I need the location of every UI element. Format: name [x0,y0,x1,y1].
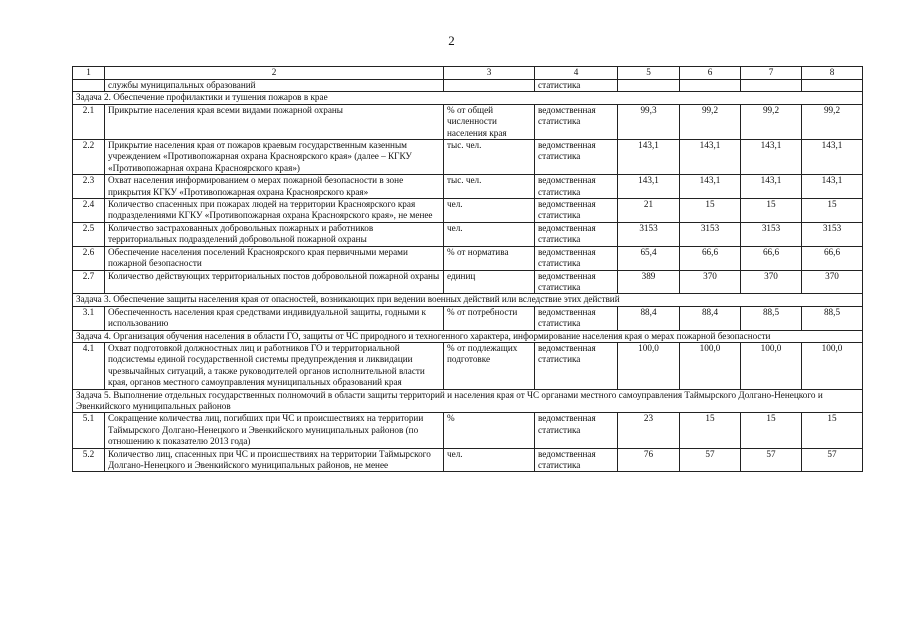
unit-cell: единиц [444,270,535,294]
value-cell: 143,1 [680,140,741,175]
unit-cell: чел. [444,199,535,223]
value-cell: 66,6 [802,246,863,270]
value-cell: 23 [618,413,680,448]
value-cell: 3153 [802,222,863,246]
value-cell: 88,5 [741,306,802,330]
value-cell: 15 [802,413,863,448]
value-cell: 370 [741,270,802,294]
value-cell: 15 [802,199,863,223]
task-heading: Задача 5. Выполнение отдельных государственных полномочий в области защиты территорий и населения края от ЧС органами местного самоуправления Таймырского Долгано-Ненецкого и Эвенкийского муниципальных районов [73,389,863,413]
value-cell: 88,5 [802,306,863,330]
indicator-name-cell: Охват подготовкой должностных лиц и работников ГО и территориальной подсистемы единой государственной системы предупреждения и ликвидации чрезвычайных ситуаций, а также руководителей органов исполнительной власти края, органов местного самоуправления муниципальных образований края [105,342,444,389]
value-cell: 3153 [741,222,802,246]
value-cell: 99,2 [802,104,863,139]
value-cell: 57 [741,448,802,472]
source-cell: ведомственная статистика [535,246,618,270]
value-cell: 99,2 [680,104,741,139]
value-cell: 88,4 [618,306,680,330]
value-cell: 15 [741,413,802,448]
indicator-name-cell: Количество спасенных при пожарах людей на территории Красноярского края подразделениями КГКУ «Противопожарная охрана Красноярского края», не менее [105,199,444,223]
indicator-name-cell: Обеспечение населения поселений Красноярского края первичными мерами пожарной безопасности [105,246,444,270]
source-cell: ведомственная статистика [535,413,618,448]
row-index-cell: 5.2 [73,448,105,472]
column-number-cell: 8 [802,67,863,80]
value-cell: 76 [618,448,680,472]
unit-cell: чел. [444,222,535,246]
source-cell: ведомственная статистика [535,222,618,246]
value-cell: 143,1 [741,175,802,199]
column-number-cell: 1 [73,67,105,80]
value-cell: 143,1 [680,175,741,199]
indicator-row [73,104,863,139]
unit-cell: % от потребности [444,306,535,330]
unit-cell: % от подлежащих подготовке [444,342,535,389]
value-cell: 65,4 [618,246,680,270]
indicator-row [73,80,863,92]
indicator-row [73,270,863,294]
column-number-cell: 6 [680,67,741,80]
source-cell: ведомственная статистика [535,140,618,175]
value-cell: 370 [680,270,741,294]
value-cell: 88,4 [680,306,741,330]
value-cell [741,80,802,92]
unit-cell: тыс. чел. [444,175,535,199]
task-row [73,389,863,413]
indicator-name-cell: Количество лиц, спасенных при ЧС и происшествиях на территории Таймырского Долгано-Ненецкого и Эвенкийского муниципальных районов, не менее [105,448,444,472]
unit-cell: тыс. чел. [444,140,535,175]
value-cell: 66,6 [741,246,802,270]
column-number-cell: 3 [444,67,535,80]
value-cell: 57 [680,448,741,472]
row-index-cell: 2.3 [73,175,105,199]
value-cell [802,80,863,92]
indicator-row [73,342,863,389]
value-cell: 66,6 [680,246,741,270]
value-cell: 99,2 [741,104,802,139]
value-cell: 57 [802,448,863,472]
source-cell: ведомственная статистика [535,104,618,139]
source-cell: ведомственная статистика [535,175,618,199]
task-heading: Задача 3. Обеспечение защиты населения края от опасностей, возникающих при ведении военных действий или вследствие этих действий [73,294,863,306]
indicator-name-cell: Обеспеченность населения края средствами индивидуальной защиты, годными к использованию [105,306,444,330]
indicators-table [72,66,863,472]
task-heading: Задача 2. Обеспечение профилактики и тушения пожаров в крае [73,92,863,104]
value-cell: 21 [618,199,680,223]
row-index-cell [73,80,105,92]
column-number-cell: 5 [618,67,680,80]
row-index-cell: 2.6 [73,246,105,270]
indicator-row [73,413,863,448]
task-row [73,330,863,342]
table-body [73,67,863,472]
unit-cell: % от норматива [444,246,535,270]
value-cell: 370 [802,270,863,294]
value-cell: 100,0 [680,342,741,389]
indicator-row [73,140,863,175]
column-number-cell: 2 [105,67,444,80]
unit-cell [444,80,535,92]
indicator-name-cell: службы муниципальных образований [105,80,444,92]
value-cell [680,80,741,92]
page-number: 2 [448,33,455,48]
row-index-cell: 5.1 [73,413,105,448]
value-cell: 100,0 [741,342,802,389]
indicator-name-cell: Прикрытие населения края всеми видами пожарной охраны [105,104,444,139]
value-cell: 3153 [618,222,680,246]
value-cell: 143,1 [802,140,863,175]
task-heading: Задача 4. Организация обучения населения в области ГО, защиты от ЧС природного и техногенного характера, информирование населения края о мерах пожарной безопасности [73,330,863,342]
value-cell: 143,1 [802,175,863,199]
value-cell: 143,1 [741,140,802,175]
indicator-row [73,175,863,199]
source-cell: ведомственная статистика [535,448,618,472]
value-cell [618,80,680,92]
value-cell: 389 [618,270,680,294]
row-index-cell: 2.5 [73,222,105,246]
source-cell: ведомственная статистика [535,270,618,294]
column-number-cell: 7 [741,67,802,80]
source-cell: ведомственная статистика [535,199,618,223]
row-index-cell: 2.2 [73,140,105,175]
value-cell: 3153 [680,222,741,246]
value-cell: 143,1 [618,140,680,175]
indicator-row [73,199,863,223]
column-number-cell: 4 [535,67,618,80]
source-cell: ведомственная статистика [535,342,618,389]
value-cell: 100,0 [618,342,680,389]
indicator-row [73,222,863,246]
task-row [73,92,863,104]
value-cell: 99,3 [618,104,680,139]
row-index-cell: 4.1 [73,342,105,389]
value-cell: 100,0 [802,342,863,389]
source-cell: статистика [535,80,618,92]
value-cell: 143,1 [618,175,680,199]
row-index-cell: 2.4 [73,199,105,223]
unit-cell: % от общей численности населения края [444,104,535,139]
source-cell: ведомственная статистика [535,306,618,330]
column-number-header-row [73,67,863,80]
unit-cell: % [444,413,535,448]
indicator-row [73,246,863,270]
unit-cell: чел. [444,448,535,472]
value-cell: 15 [741,199,802,223]
row-index-cell: 3.1 [73,306,105,330]
value-cell: 15 [680,199,741,223]
value-cell: 15 [680,413,741,448]
task-row [73,294,863,306]
indicator-name-cell: Количество застрахованных добровольных пожарных и работников территориальных подразделений добровольной пожарной охраны [105,222,444,246]
indicator-name-cell: Прикрытие населения края от пожаров краевым государственным казенным учреждением «Противопожарная охрана Красноярского края» (далее – КГКУ «Противопожарная охрана Красноярского края») [105,140,444,175]
row-index-cell: 2.1 [73,104,105,139]
indicator-row [73,448,863,472]
indicator-name-cell: Сокращение количества лиц, погибших при ЧС и происшествиях на территории Таймырского Долгано-Ненецкого и Эвенкийского муниципальных районов (по отношению к показателю 2013 года) [105,413,444,448]
indicator-name-cell: Охват населения информированием о мерах пожарной безопасности в зоне прикрытия КГКУ «Противопожарная охрана Красноярского края» [105,175,444,199]
indicator-name-cell: Количество действующих территориальных постов добровольной пожарной охраны [105,270,444,294]
indicator-row [73,306,863,330]
row-index-cell: 2.7 [73,270,105,294]
